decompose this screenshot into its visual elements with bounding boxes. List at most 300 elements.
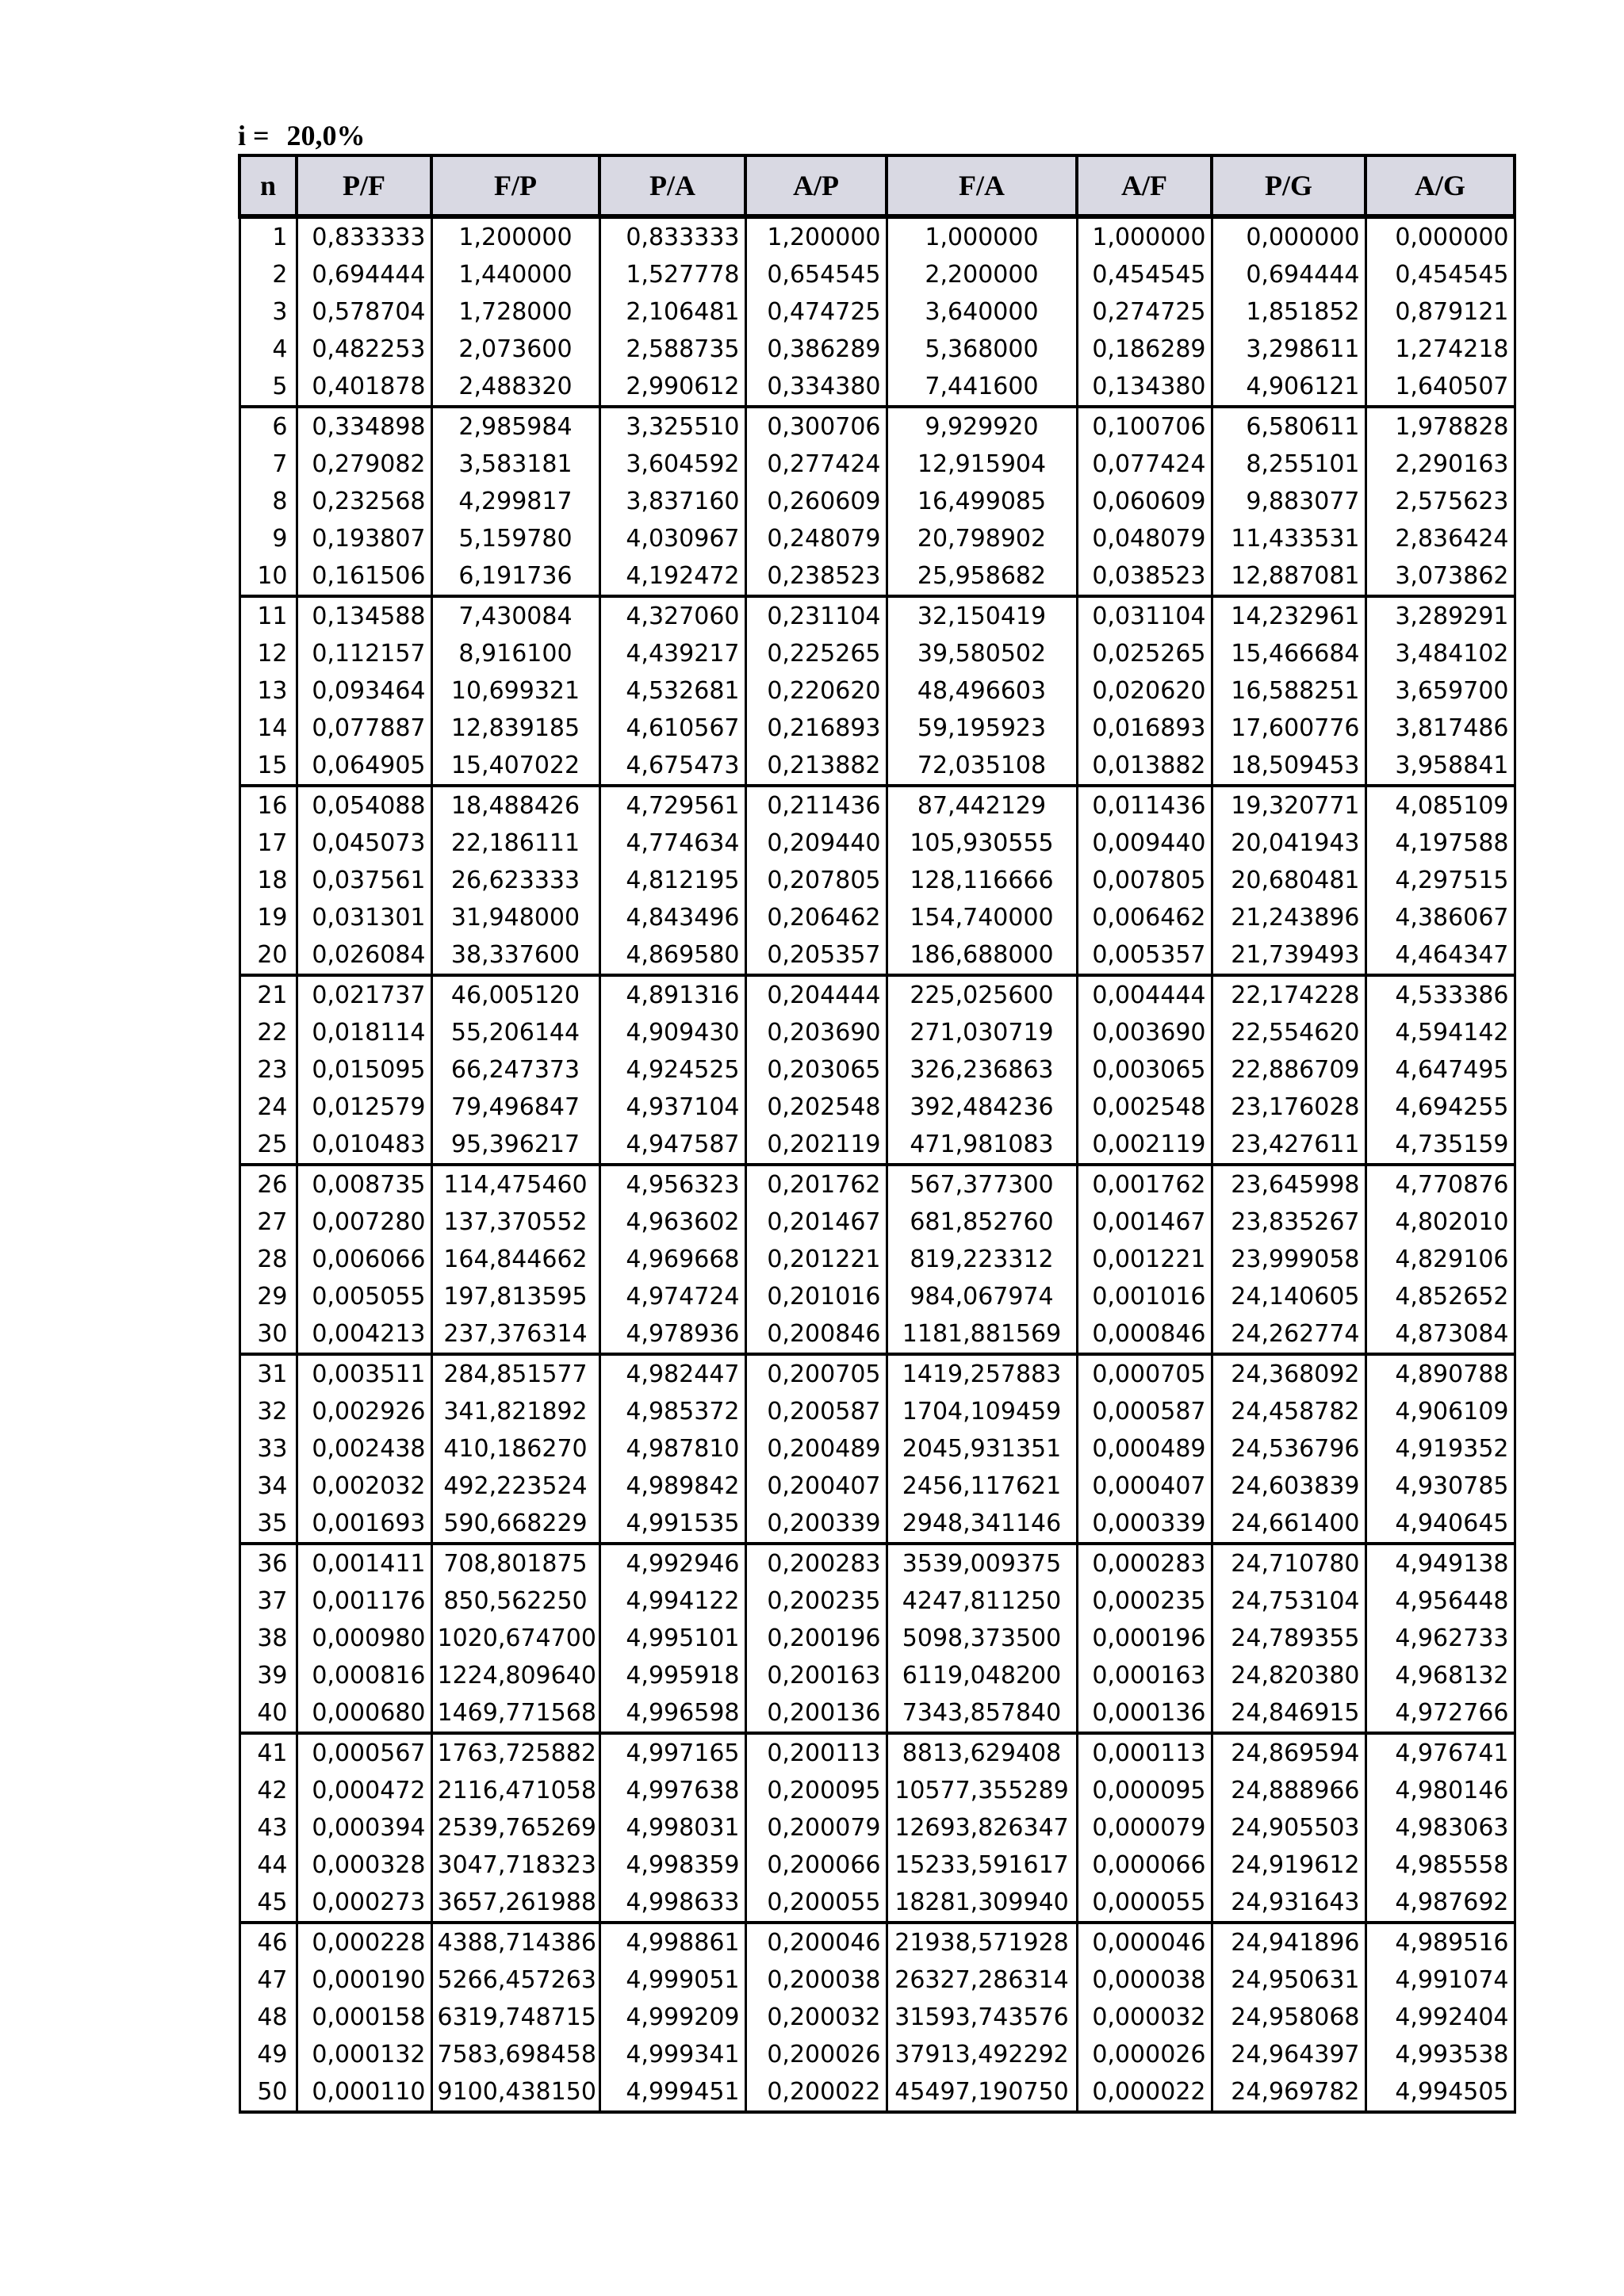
factor-cell: 31,948000 <box>431 899 599 936</box>
factor-cell: 3,073862 <box>1365 557 1515 596</box>
table-row <box>239 1772 1515 1809</box>
factor-cell: 23,427611 <box>1212 1126 1365 1165</box>
factor-cell: 984,067974 <box>887 1278 1077 1315</box>
factor-cell: 22,886709 <box>1212 1051 1365 1089</box>
factor-cell: 4,843496 <box>599 899 745 936</box>
factor-cell: 4,980146 <box>1365 1772 1515 1809</box>
factor-cell: 4,993538 <box>1365 2036 1515 2073</box>
factor-cell: 24,958068 <box>1212 1999 1365 2036</box>
factor-cell: 0,161506 <box>297 557 431 596</box>
factor-cell: 4,906109 <box>1365 1393 1515 1430</box>
factor-cell: 0,000066 <box>1077 1846 1212 1884</box>
factor-cell: 24,931643 <box>1212 1884 1365 1923</box>
factor-cell: 20,041943 <box>1212 825 1365 862</box>
column-header-f-a: F/A <box>887 155 1077 216</box>
factor-cell: 4,992946 <box>599 1544 745 1582</box>
factor-cell: 3,659700 <box>1365 672 1515 710</box>
factor-cell: 2,985984 <box>431 407 599 446</box>
factor-cell: 4,812195 <box>599 862 745 899</box>
factor-cell: 39,580502 <box>887 635 1077 672</box>
factor-cell: 4,299817 <box>431 483 599 520</box>
factor-cell: 681,852760 <box>887 1203 1077 1241</box>
factor-cell: 0,200587 <box>745 1393 887 1430</box>
factor-cell: 0,031104 <box>1077 596 1212 635</box>
factor-cell: 0,879121 <box>1365 293 1515 331</box>
factor-cell: 15233,591617 <box>887 1846 1077 1884</box>
factor-cell: 4,962733 <box>1365 1620 1515 1657</box>
period-cell: 22 <box>239 1014 297 1051</box>
table-row <box>239 293 1515 331</box>
factor-cell: 4,533386 <box>1365 975 1515 1014</box>
factor-cell: 0,277424 <box>745 446 887 483</box>
factor-cell: 8,916100 <box>431 635 599 672</box>
factor-cell: 0,220620 <box>745 672 887 710</box>
factor-cell: 567,377300 <box>887 1165 1077 1203</box>
factor-cell: 128,116666 <box>887 862 1077 899</box>
factor-cell: 11,433531 <box>1212 520 1365 557</box>
period-cell: 6 <box>239 407 297 446</box>
factor-cell: 0,038523 <box>1077 557 1212 596</box>
factor-cell: 0,004444 <box>1077 975 1212 1014</box>
factor-cell: 0,231104 <box>745 596 887 635</box>
factor-cell: 0,000273 <box>297 1884 431 1923</box>
factor-cell: 2,106481 <box>599 293 745 331</box>
table-row <box>239 1241 1515 1278</box>
factor-cell: 0,000113 <box>1077 1733 1212 1772</box>
table-row <box>239 1354 1515 1393</box>
factor-cell: 5266,457263 <box>431 1961 599 1999</box>
factor-cell: 5098,373500 <box>887 1620 1077 1657</box>
factor-cell: 1,200000 <box>431 216 599 256</box>
table-row <box>239 1203 1515 1241</box>
factor-cell: 0,000038 <box>1077 1961 1212 1999</box>
factor-cell: 0,011436 <box>1077 786 1212 825</box>
factor-cell: 10577,355289 <box>887 1772 1077 1809</box>
factor-cell: 4,995918 <box>599 1657 745 1694</box>
factor-cell: 0,205357 <box>745 936 887 975</box>
factor-cell: 2,488320 <box>431 368 599 407</box>
factor-cell: 2,200000 <box>887 256 1077 293</box>
factor-cell: 5,368000 <box>887 331 1077 368</box>
period-cell: 32 <box>239 1393 297 1430</box>
factor-cell: 0,000339 <box>1077 1505 1212 1544</box>
factor-cell: 0,007280 <box>297 1203 431 1241</box>
factor-cell: 0,232568 <box>297 483 431 520</box>
factor-cell: 0,202548 <box>745 1089 887 1126</box>
factor-cell: 4,729561 <box>599 786 745 825</box>
factor-cell: 4,610567 <box>599 710 745 747</box>
factor-cell: 4,987692 <box>1365 1884 1515 1923</box>
factor-cell: 32,150419 <box>887 596 1077 635</box>
factor-cell: 0,200283 <box>745 1544 887 1582</box>
factor-cell: 4,998861 <box>599 1923 745 1961</box>
rate-value: 20,0% <box>286 120 366 151</box>
factor-cell: 0,112157 <box>297 635 431 672</box>
factor-cell: 19,320771 <box>1212 786 1365 825</box>
factor-cell: 4,675473 <box>599 747 745 786</box>
factor-cell: 1,000000 <box>887 216 1077 256</box>
table-row <box>239 1657 1515 1694</box>
table-row <box>239 1126 1515 1165</box>
factor-cell: 1,200000 <box>745 216 887 256</box>
factor-cell: 5,159780 <box>431 520 599 557</box>
period-cell: 29 <box>239 1278 297 1315</box>
factor-cell: 14,232961 <box>1212 596 1365 635</box>
factor-cell: 0,274725 <box>1077 293 1212 331</box>
factor-cell: 0,206462 <box>745 899 887 936</box>
table-row <box>239 1051 1515 1089</box>
factor-cell: 3,298611 <box>1212 331 1365 368</box>
factor-cell: 0,000190 <box>297 1961 431 1999</box>
factor-cell: 0,000022 <box>1077 2073 1212 2112</box>
factor-cell: 24,869594 <box>1212 1733 1365 1772</box>
factor-cell: 4388,714386 <box>431 1923 599 1961</box>
column-header-a-p: A/P <box>745 155 887 216</box>
factor-cell: 21938,571928 <box>887 1923 1077 1961</box>
factor-cell: 8,255101 <box>1212 446 1365 483</box>
factor-cell: 24,789355 <box>1212 1620 1365 1657</box>
period-cell: 31 <box>239 1354 297 1393</box>
table-row <box>239 1505 1515 1544</box>
factor-cell: 4,978936 <box>599 1315 745 1354</box>
factor-cell: 0,000055 <box>1077 1884 1212 1923</box>
table-row <box>239 407 1515 446</box>
period-cell: 21 <box>239 975 297 1014</box>
factor-cell: 0,000705 <box>1077 1354 1212 1393</box>
factor-cell: 0,093464 <box>297 672 431 710</box>
factor-cell: 18,509453 <box>1212 747 1365 786</box>
column-header-f-p: F/P <box>431 155 599 216</box>
factor-cell: 0,200079 <box>745 1809 887 1846</box>
factor-cell: 0,000000 <box>1365 216 1515 256</box>
table-row <box>239 899 1515 936</box>
factor-cell: 4,464347 <box>1365 936 1515 975</box>
factor-cell: 0,454545 <box>1077 256 1212 293</box>
factor-cell: 3657,261988 <box>431 1884 599 1923</box>
factor-cell: 6119,048200 <box>887 1657 1077 1694</box>
factor-cell: 341,821892 <box>431 1393 599 1430</box>
factor-cell: 1763,725882 <box>431 1733 599 1772</box>
period-cell: 1 <box>239 216 297 256</box>
factor-cell: 0,000026 <box>1077 2036 1212 2073</box>
factor-cell: 24,368092 <box>1212 1354 1365 1393</box>
factor-cell: 0,000587 <box>1077 1393 1212 1430</box>
period-cell: 47 <box>239 1961 297 1999</box>
factor-cell: 1704,109459 <box>887 1393 1077 1430</box>
factor-cell: 0,016893 <box>1077 710 1212 747</box>
factor-cell: 1,851852 <box>1212 293 1365 331</box>
factor-cell: 22,186111 <box>431 825 599 862</box>
factor-cell: 819,223312 <box>887 1241 1077 1278</box>
factor-cell: 0,000136 <box>1077 1694 1212 1733</box>
factor-cell: 4,085109 <box>1365 786 1515 825</box>
factor-cell: 0,000846 <box>1077 1315 1212 1354</box>
factor-cell: 4,997638 <box>599 1772 745 1809</box>
factor-cell: 3,289291 <box>1365 596 1515 635</box>
factor-cell: 0,200136 <box>745 1694 887 1733</box>
factor-cell: 4,829106 <box>1365 1241 1515 1278</box>
period-cell: 23 <box>239 1051 297 1089</box>
factor-cell: 7,430084 <box>431 596 599 635</box>
factor-cell: 0,200705 <box>745 1354 887 1393</box>
factor-cell: 4,995101 <box>599 1620 745 1657</box>
table-body <box>239 216 1515 2112</box>
table-row <box>239 1961 1515 1999</box>
factor-cell: 0,000000 <box>1212 216 1365 256</box>
period-cell: 25 <box>239 1126 297 1165</box>
factor-cell: 0,002548 <box>1077 1089 1212 1126</box>
factor-cell: 0,200032 <box>745 1999 887 2036</box>
period-cell: 17 <box>239 825 297 862</box>
period-cell: 26 <box>239 1165 297 1203</box>
factor-cell: 0,201221 <box>745 1241 887 1278</box>
factor-cell: 23,645998 <box>1212 1165 1365 1203</box>
factor-cell: 55,206144 <box>431 1014 599 1051</box>
period-cell: 2 <box>239 256 297 293</box>
factor-cell: 4,998031 <box>599 1809 745 1846</box>
factor-cell: 7343,857840 <box>887 1694 1077 1733</box>
factor-cell: 4,197588 <box>1365 825 1515 862</box>
factor-cell: 0,200026 <box>745 2036 887 2073</box>
factor-cell: 0,238523 <box>745 557 887 596</box>
factor-cell: 0,000132 <box>297 2036 431 2073</box>
factor-cell: 2,588735 <box>599 331 745 368</box>
factor-cell: 0,077887 <box>297 710 431 747</box>
factor-cell: 0,694444 <box>1212 256 1365 293</box>
factor-cell: 0,005357 <box>1077 936 1212 975</box>
factor-cell: 45497,190750 <box>887 2073 1077 2112</box>
column-header-p-g: P/G <box>1212 155 1365 216</box>
factor-cell: 0,193807 <box>297 520 431 557</box>
factor-cell: 23,835267 <box>1212 1203 1365 1241</box>
table-row <box>239 1884 1515 1923</box>
factor-cell: 0,200046 <box>745 1923 887 1961</box>
period-cell: 39 <box>239 1657 297 1694</box>
table-row <box>239 1846 1515 1884</box>
factor-cell: 1,640507 <box>1365 368 1515 407</box>
table-row <box>239 672 1515 710</box>
factor-cell: 3,958841 <box>1365 747 1515 786</box>
factor-cell: 0,015095 <box>297 1051 431 1089</box>
factor-cell: 0,000032 <box>1077 1999 1212 2036</box>
factor-cell: 4,694255 <box>1365 1089 1515 1126</box>
factor-cell: 0,207805 <box>745 862 887 899</box>
factor-cell: 0,001693 <box>297 1505 431 1544</box>
factor-cell: 0,000283 <box>1077 1544 1212 1582</box>
period-cell: 40 <box>239 1694 297 1733</box>
factor-cell: 197,813595 <box>431 1278 599 1315</box>
factor-cell: 4,994122 <box>599 1582 745 1620</box>
factor-cell: 4,891316 <box>599 975 745 1014</box>
factor-cell: 0,578704 <box>297 293 431 331</box>
factor-cell: 0,000163 <box>1077 1657 1212 1694</box>
factor-cell: 850,562250 <box>431 1582 599 1620</box>
factor-cell: 237,376314 <box>431 1315 599 1354</box>
factor-cell: 4,869580 <box>599 936 745 975</box>
table-row <box>239 1393 1515 1430</box>
factor-cell: 7583,698458 <box>431 2036 599 2073</box>
factor-cell: 0,000196 <box>1077 1620 1212 1657</box>
factor-cell: 2045,931351 <box>887 1430 1077 1468</box>
factor-cell: 24,710780 <box>1212 1544 1365 1582</box>
table-row <box>239 2073 1515 2112</box>
table-row <box>239 710 1515 747</box>
period-cell: 16 <box>239 786 297 825</box>
factor-cell: 3,640000 <box>887 293 1077 331</box>
factor-cell: 18,488426 <box>431 786 599 825</box>
factor-cell: 2,990612 <box>599 368 745 407</box>
factor-cell: 492,223524 <box>431 1468 599 1505</box>
factor-cell: 4,968132 <box>1365 1657 1515 1694</box>
factor-cell: 4,949138 <box>1365 1544 1515 1582</box>
factor-cell: 46,005120 <box>431 975 599 1014</box>
factor-cell: 16,499085 <box>887 483 1077 520</box>
factor-cell: 0,048079 <box>1077 520 1212 557</box>
factor-cell: 4,991074 <box>1365 1961 1515 1999</box>
period-cell: 44 <box>239 1846 297 1884</box>
factor-cell: 0,200038 <box>745 1961 887 1999</box>
factor-cell: 4,985558 <box>1365 1846 1515 1884</box>
factor-cell: 0,003065 <box>1077 1051 1212 1089</box>
factor-cell: 0,000228 <box>297 1923 431 1961</box>
factor-cell: 22,554620 <box>1212 1014 1365 1051</box>
factor-cell: 0,000489 <box>1077 1430 1212 1468</box>
table-row <box>239 1582 1515 1620</box>
factor-cell: 24,661400 <box>1212 1505 1365 1544</box>
factor-cell: 37913,492292 <box>887 2036 1077 2073</box>
factor-cell: 4,985372 <box>599 1393 745 1430</box>
factor-cell: 15,407022 <box>431 747 599 786</box>
factor-cell: 3539,009375 <box>887 1544 1077 1582</box>
factor-cell: 24,820380 <box>1212 1657 1365 1694</box>
period-cell: 36 <box>239 1544 297 1582</box>
factor-cell: 0,134380 <box>1077 368 1212 407</box>
factor-cell: 0,000816 <box>297 1657 431 1694</box>
factor-cell: 4,998633 <box>599 1884 745 1923</box>
factor-cell: 0,204444 <box>745 975 887 1014</box>
factor-cell: 0,000235 <box>1077 1582 1212 1620</box>
table-row <box>239 862 1515 899</box>
table-row <box>239 2036 1515 2073</box>
factor-cell: 0,200196 <box>745 1620 887 1657</box>
interest-rate-label <box>238 119 366 152</box>
factor-cell: 24,140605 <box>1212 1278 1365 1315</box>
factor-cell: 3047,718323 <box>431 1846 599 1884</box>
factor-cell: 24,458782 <box>1212 1393 1365 1430</box>
period-cell: 45 <box>239 1884 297 1923</box>
factor-cell: 0,000680 <box>297 1694 431 1733</box>
factor-cell: 72,035108 <box>887 747 1077 786</box>
factor-cell: 0,001762 <box>1077 1165 1212 1203</box>
table-row <box>239 975 1515 1014</box>
factor-cell: 0,833333 <box>599 216 745 256</box>
table-row <box>239 1923 1515 1961</box>
factor-cell: 0,000158 <box>297 1999 431 2036</box>
factor-cell: 4,594142 <box>1365 1014 1515 1051</box>
factor-cell: 0,001016 <box>1077 1278 1212 1315</box>
table-row <box>239 1278 1515 1315</box>
factor-cell: 24,753104 <box>1212 1582 1365 1620</box>
factor-cell: 0,005055 <box>297 1278 431 1315</box>
factor-cell: 0,694444 <box>297 256 431 293</box>
factor-cell: 0,216893 <box>745 710 887 747</box>
factor-cell: 4,774634 <box>599 825 745 862</box>
factor-cell: 4,999341 <box>599 2036 745 2073</box>
factor-cell: 284,851577 <box>431 1354 599 1393</box>
factor-cell: 1,978828 <box>1365 407 1515 446</box>
factor-cell: 16,588251 <box>1212 672 1365 710</box>
factor-cell: 6,191736 <box>431 557 599 596</box>
factor-cell: 0,003511 <box>297 1354 431 1393</box>
column-header-p-f: P/F <box>297 155 431 216</box>
factor-cell: 22,174228 <box>1212 975 1365 1014</box>
factor-cell: 2,836424 <box>1365 520 1515 557</box>
factor-cell: 0,010483 <box>297 1126 431 1165</box>
factor-cell: 0,209440 <box>745 825 887 862</box>
factor-cell: 225,025600 <box>887 975 1077 1014</box>
table-header-row <box>239 155 1515 216</box>
factor-cell: 1,440000 <box>431 256 599 293</box>
factor-cell: 4,647495 <box>1365 1051 1515 1089</box>
factor-cell: 0,026084 <box>297 936 431 975</box>
factor-cell: 24,969782 <box>1212 2073 1365 2112</box>
factor-cell: 4,998359 <box>599 1846 745 1884</box>
factor-cell: 0,203065 <box>745 1051 887 1089</box>
period-cell: 46 <box>239 1923 297 1961</box>
factor-cell: 2539,765269 <box>431 1809 599 1846</box>
factor-cell: 1419,257883 <box>887 1354 1077 1393</box>
factor-cell: 4,997165 <box>599 1733 745 1772</box>
factor-cell: 0,000079 <box>1077 1809 1212 1846</box>
factor-cell: 0,009440 <box>1077 825 1212 862</box>
period-cell: 38 <box>239 1620 297 1657</box>
factor-cell: 17,600776 <box>1212 710 1365 747</box>
table-row <box>239 635 1515 672</box>
rate-prefix: i = <box>238 120 270 151</box>
factor-cell: 0,045073 <box>297 825 431 862</box>
factor-cell: 24,941896 <box>1212 1923 1365 1961</box>
factor-cell: 4,963602 <box>599 1203 745 1241</box>
factor-cell: 26327,286314 <box>887 1961 1077 1999</box>
factor-cell: 79,496847 <box>431 1089 599 1126</box>
factor-cell: 4,956323 <box>599 1165 745 1203</box>
factor-cell: 0,200489 <box>745 1430 887 1468</box>
factor-cell: 0,000567 <box>297 1733 431 1772</box>
table-row <box>239 216 1515 256</box>
factor-cell: 3,837160 <box>599 483 745 520</box>
factor-cell: 0,654545 <box>745 256 887 293</box>
factor-cell: 4,030967 <box>599 520 745 557</box>
factor-cell: 2,073600 <box>431 331 599 368</box>
factor-cell: 4,983063 <box>1365 1809 1515 1846</box>
factor-cell: 7,441600 <box>887 368 1077 407</box>
factor-cell: 15,466684 <box>1212 635 1365 672</box>
period-cell: 11 <box>239 596 297 635</box>
factor-cell: 4,999051 <box>599 1961 745 1999</box>
factor-cell: 4,735159 <box>1365 1126 1515 1165</box>
factor-cell: 6319,748715 <box>431 1999 599 2036</box>
factor-cell: 0,300706 <box>745 407 887 446</box>
factor-cell: 0,833333 <box>297 216 431 256</box>
table-row <box>239 1544 1515 1582</box>
table-row <box>239 1620 1515 1657</box>
factor-cell: 20,680481 <box>1212 862 1365 899</box>
factor-cell: 4,873084 <box>1365 1315 1515 1354</box>
interest-factor-table <box>238 154 1516 2114</box>
table-row <box>239 446 1515 483</box>
period-cell: 41 <box>239 1733 297 1772</box>
factor-cell: 1224,809640 <box>431 1657 599 1694</box>
